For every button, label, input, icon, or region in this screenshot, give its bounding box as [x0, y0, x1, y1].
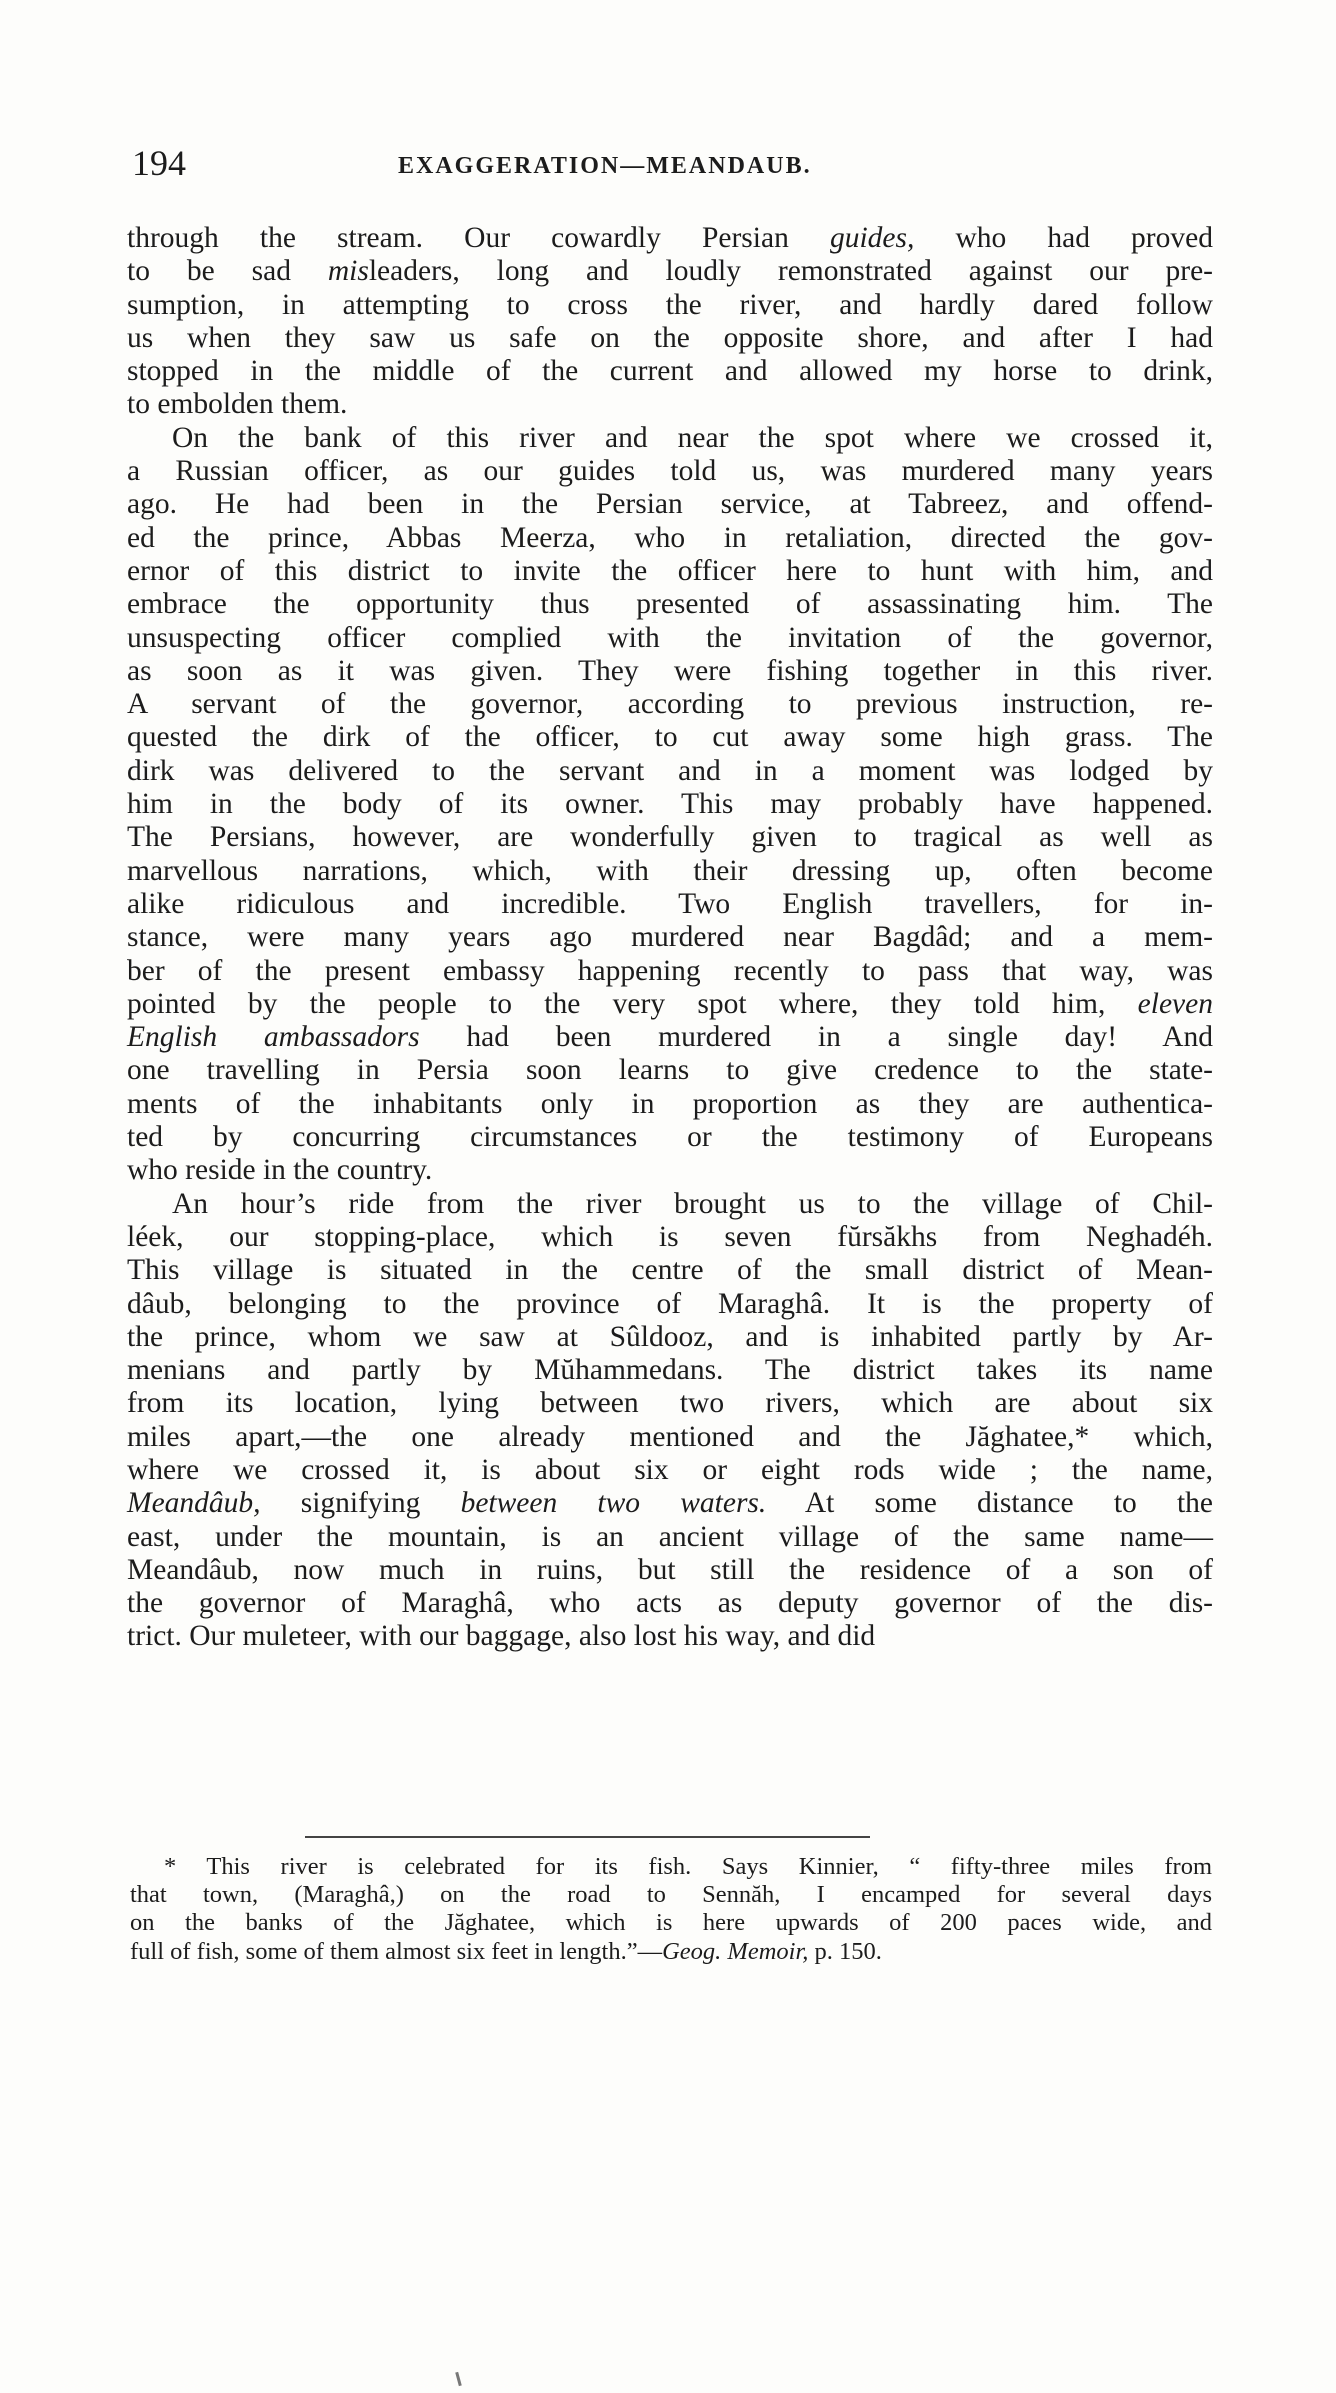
footnote-line: [130, 1853, 1212, 1881]
body-text-segment: stance, were many years ago murdered near Bagdâd; and a mem-: [127, 921, 1213, 954]
body-line: [127, 588, 1213, 621]
body-text-segment: to embolden them.: [127, 388, 348, 421]
body-text-segment: leaders, long and loudly remonstrated against our pre-: [368, 255, 1213, 288]
body-line: [127, 422, 1213, 455]
footnote: [130, 1853, 1212, 1966]
body-text-segment: stopped in the middle of the current and allowed my horse to drink,: [127, 355, 1213, 388]
body-text-segment: alike ridiculous and incredible. Two English travellers, for in-: [127, 887, 1213, 920]
body-line: [127, 1188, 1213, 1221]
stray-mark: [455, 2372, 462, 2386]
body-text-segment: east, under the mountain, is an ancient village of the same name—: [127, 1520, 1213, 1553]
body-line: [127, 1554, 1213, 1587]
body-line: [127, 721, 1213, 754]
body-text-segment: embrace the opportunity thus presented of assassinating him. The: [127, 588, 1213, 621]
body-line: [127, 988, 1213, 1021]
body-line: [127, 355, 1213, 388]
body-text-segment: eleven: [1137, 987, 1213, 1020]
body-text-segment: menians and partly by Mŭhammedans. The district takes its name: [127, 1354, 1213, 1387]
body-text: [127, 222, 1213, 1654]
body-text-segment: unsuspecting officer complied with the invitation of the governor,: [127, 621, 1213, 654]
body-line: [127, 1620, 1213, 1653]
body-line: [127, 1387, 1213, 1420]
body-line: [127, 622, 1213, 655]
body-line: [127, 1254, 1213, 1287]
body-text-segment: through the stream. Our cowardly Persian: [127, 222, 830, 254]
body-text-segment: ments of the inhabitants only in proportion as they are authentica-: [127, 1087, 1213, 1120]
footnote-text-segment: on the banks of the Jăghatee, which is here upwards of 200 paces wide, and: [130, 1909, 1212, 1937]
body-line: [127, 1521, 1213, 1554]
body-text-segment: A servant of the governor, according to previous instruction, re-: [127, 688, 1213, 721]
page-number: 194: [132, 143, 186, 183]
body-line: [127, 1021, 1213, 1054]
body-text-segment: ted by concurring circumstances or the testimony of Europeans: [127, 1121, 1213, 1154]
body-text-segment: between two waters.: [460, 1487, 767, 1520]
body-line: [127, 688, 1213, 721]
body-text-segment: An hour’s ride from the river brought us to the village of Chil-: [172, 1187, 1213, 1220]
body-text-segment: quested the dirk of the officer, to cut away some high grass. The: [127, 721, 1213, 754]
body-text-segment: ed the prince, Abbas Meerza, who in retaliation, directed the gov-: [127, 521, 1213, 554]
body-line: [127, 1421, 1213, 1454]
body-line: [127, 855, 1213, 888]
footnote-rule: [305, 1836, 870, 1838]
body-line: [127, 888, 1213, 921]
body-line: [127, 1121, 1213, 1154]
footnote-line: [130, 1938, 1212, 1966]
body-line: [127, 1454, 1213, 1487]
body-line: [127, 1587, 1213, 1620]
body-line: [127, 1321, 1213, 1354]
body-line: [127, 289, 1213, 322]
body-line: [127, 788, 1213, 821]
body-text-segment: Meandâub,: [127, 1487, 261, 1520]
body-text-segment: On the bank of this river and near the spot where we crossed it,: [172, 421, 1213, 454]
body-text-segment: signifying: [260, 1487, 461, 1520]
body-text-segment: him in the body of its owner. This may probably have happened.: [127, 788, 1213, 821]
body-line: [127, 455, 1213, 488]
body-line: [127, 1054, 1213, 1087]
body-line: [127, 322, 1213, 355]
body-text-segment: dirk was delivered to the servant and in a moment was lodged by: [127, 754, 1213, 787]
body-line: [127, 1354, 1213, 1387]
body-text-segment: léek, our stopping-place, which is seven fŭrsăkhs from Neghadéh.: [127, 1220, 1213, 1253]
body-line: [127, 1288, 1213, 1321]
body-line: [127, 222, 1213, 255]
body-text-segment: had been murdered in a single day! And: [419, 1021, 1213, 1054]
body-line: [127, 1221, 1213, 1254]
body-text-segment: to be sad: [127, 255, 328, 288]
body-text-segment: as soon as it was given. They were fishing together in this river.: [127, 654, 1213, 687]
body-line: [127, 488, 1213, 521]
body-text-segment: where we crossed it, is about six or eight rods wide ; the name,: [127, 1453, 1213, 1486]
footnote-line: [130, 1881, 1212, 1909]
body-text-segment: us when they saw us safe on the opposite shore, and after I had: [127, 321, 1213, 354]
body-line: [127, 522, 1213, 555]
body-text-segment: sumption, in attempting to cross the river, and hardly dared follow: [127, 288, 1213, 321]
body-line: [127, 1487, 1213, 1520]
body-text-segment: mis: [327, 255, 369, 288]
body-text-segment: from its location, lying between two rivers, which are about six: [127, 1387, 1213, 1420]
footnote-text-segment: Geog. Memoir,: [662, 1937, 809, 1965]
body-text-segment: a Russian officer, as our guides told us, was murdered many years: [127, 455, 1213, 488]
body-text-segment: At some distance to the: [766, 1487, 1213, 1520]
running-head: [128, 143, 1208, 193]
body-line: [127, 255, 1213, 288]
body-line: [127, 821, 1213, 854]
body-text-segment: trict. Our muleteer, with our baggage, also lost his way, and did: [127, 1620, 876, 1653]
body-text-segment: who had proved: [914, 222, 1213, 254]
running-title: EXAGGERATION—MEANDAUB.: [398, 153, 812, 179]
body-line: [127, 555, 1213, 588]
body-line: [127, 955, 1213, 988]
body-text-segment: ernor of this district to invite the officer here to hunt with him, and: [127, 554, 1213, 587]
footnote-text-segment: that town, (Maraghâ,) on the road to Sennăh, I encamped for several days: [130, 1881, 1212, 1909]
body-text-segment: dâub, belonging to the province of Maraghâ. It is the property of: [127, 1287, 1213, 1320]
body-text-segment: ber of the present embassy happening recently to pass that way, was: [127, 954, 1213, 987]
footnote-line: [130, 1909, 1212, 1937]
body-text-segment: ago. He had been in the Persian service, at Tabreez, and offend-: [127, 488, 1213, 521]
body-text-segment: the prince, whom we saw at Sûldooz, and is inhabited partly by Ar-: [127, 1320, 1213, 1353]
body-text-segment: one travelling in Persia soon learns to give credence to the state-: [127, 1054, 1213, 1087]
body-line: [127, 1154, 1213, 1187]
body-text-segment: English ambassadors: [127, 1021, 420, 1054]
body-text-segment: who reside in the country.: [127, 1154, 433, 1187]
body-line: [127, 1088, 1213, 1121]
footnote-text-segment: p. 150.: [808, 1937, 882, 1965]
body-line: [127, 755, 1213, 788]
body-text-segment: miles apart,—the one already mentioned and the Jăghatee,* which,: [127, 1420, 1213, 1453]
body-line: [127, 388, 1213, 421]
footnote-text-segment: * This river is celebrated for its fish. Says Kinnier, “ fifty-three miles from: [164, 1853, 1212, 1880]
body-line: [127, 655, 1213, 688]
body-text-segment: pointed by the people to the very spot where, they told him,: [127, 987, 1138, 1020]
body-text-segment: Meandâub, now much in ruins, but still the residence of a son of: [127, 1553, 1213, 1586]
footnote-text-segment: full of fish, some of them almost six feet in length.”—: [130, 1937, 663, 1965]
body-text-segment: guides,: [829, 222, 915, 254]
body-text-segment: The Persians, however, are wonderfully given to tragical as well as: [127, 821, 1213, 854]
body-text-segment: This village is situated in the centre of the small district of Mean-: [127, 1254, 1213, 1287]
body-text-segment: marvellous narrations, which, with their dressing up, often become: [127, 854, 1213, 887]
body-text-segment: the governor of Maraghâ, who acts as deputy governor of the dis-: [127, 1587, 1213, 1620]
body-line: [127, 921, 1213, 954]
